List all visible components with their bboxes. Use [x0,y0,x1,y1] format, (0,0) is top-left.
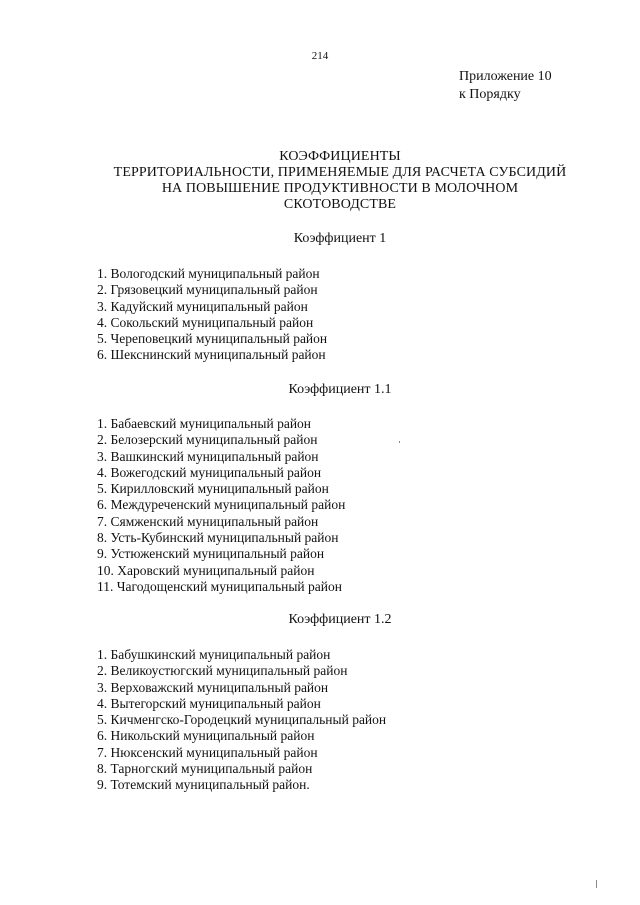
annex-line-1: Приложение 10 [459,69,552,84]
list-item: 7. Сямженский муниципальный район [97,513,319,529]
list-item: 4. Вытегорский муниципальный район [97,695,321,711]
list-item: 9. Тотемский муниципальный район. [97,777,310,793]
title-line: СКОТОВОДСТВЕ [283,197,397,212]
list-item: 2. Грязовецкий муниципальный район [97,282,318,298]
scan-speck [399,441,400,443]
list-item: 6. Междуреченский муниципальный район [97,497,346,513]
list-item: 1. Бабаевский муниципальный район [97,416,312,431]
district-list [97,647,386,794]
section-heading: Коэффициент 1.1 [288,382,392,397]
title-line: КОЭФФИЦИЕНТЫ [279,149,401,164]
list-item: 10. Харовский муниципальный район [97,562,315,578]
annex-reference [459,68,552,104]
list-item: 3. Кадуйский муниципальный район [97,298,308,314]
list-item: 6. Шекснинский муниципальный район [97,347,326,363]
annex-line-2: к Порядку [459,87,521,102]
list-item: 2. Белозерский муниципальный район [97,432,318,448]
list-item: 4. Вожегодский муниципальный район [97,464,322,480]
title-line: НА ПОВЫШЕНИЕ ПРОДУКТИВНОСТИ В МОЛОЧНОМ [161,181,519,196]
list-item: 3. Верховажский муниципальный район [97,679,329,695]
list-item: 5. Кичменгско-Городецкий муниципальный район [97,712,387,728]
list-item: 1. Бабушкинский муниципальный район [97,647,331,662]
list-item: 5. Череповецкий муниципальный район [97,331,328,347]
title-line: ТЕРРИТОРИАЛЬНОСТИ, ПРИМЕНЯЕМЫЕ ДЛЯ РАСЧЕТА СУБСИДИЙ [113,165,567,180]
district-list [97,416,345,595]
scan-speck [596,880,597,888]
list-item: 8. Усть-Кубинский муниципальный район [97,530,339,546]
district-list [97,266,327,364]
list-item: 9. Устюженский муниципальный район [97,546,325,562]
list-item: 11. Чагодощенский муниципальный район [97,578,342,594]
list-item: 6. Никольский муниципальный район [97,728,315,744]
list-item: 1. Вологодский муниципальный район [97,266,320,281]
list-item: 3. Вашкинский муниципальный район [97,448,319,464]
list-item: 2. Великоустюгский муниципальный район [97,663,348,679]
list-item: 8. Тарногский муниципальный район [97,761,313,777]
section-heading: Коэффициент 1.2 [288,612,392,627]
page-number: 214 [311,50,329,62]
list-item: 5. Кирилловский муниципальный район [97,481,329,497]
section-heading: Коэффициент 1 [293,231,387,246]
list-item: 7. Нюксенский муниципальный район [97,744,318,760]
list-item: 4. Сокольский муниципальный район [97,314,314,330]
document-title [60,149,620,213]
